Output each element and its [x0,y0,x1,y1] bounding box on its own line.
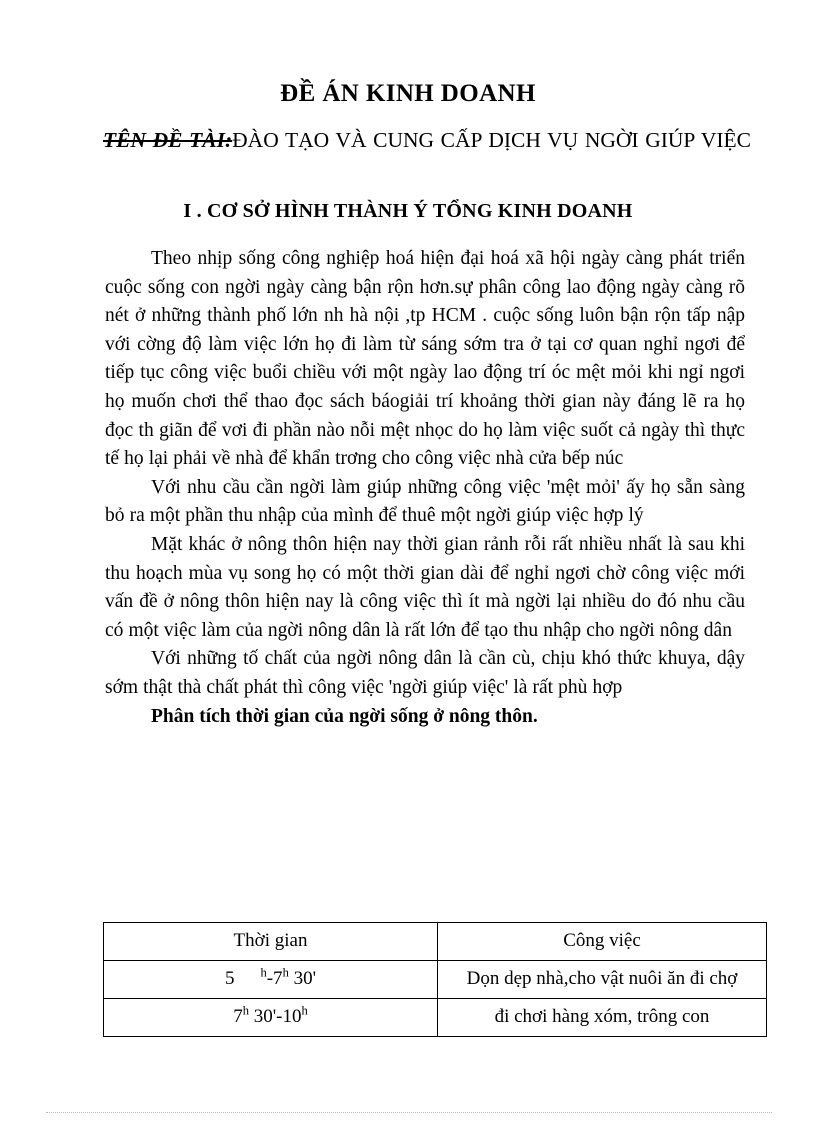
time-end-unit: h [301,1003,308,1018]
time-range-mid: -7 [266,968,283,990]
paragraph-4: Với những tố chất của ngời nông dân là cần cù, chịu khó thức khuya, dậy sớm thật thà chất phát thì công việc 'ngời giúp việc' là rất phù hợp [105,648,745,698]
time-range-mid: 30'-10 [248,1006,302,1028]
time-start-hour: 7 [233,1006,243,1028]
schedule-table [103,922,767,1037]
table-row [104,999,767,1037]
time-start-hour: 5 [224,968,235,990]
footer-divider [46,1112,772,1113]
table-cell-time [104,961,438,999]
paragraph-1: Theo nhịp sống công nghiệp hoá hiện đại hoá xã hội ngày càng phát triển cuộc sống con ngời ngày càng bận rộn hơn.sự phân công lao động ngày càng rõ nét ở những thành phố lớn nh hà nội ,tp HCM . cuộc sống luôn bận rộn tấp nập với cờng độ làm việc lớn họ đi làm từ sáng sớm tra ở tại cơ quan nghỉ ngơi để tiếp tục công việc buổi chiều với một ngày lao động trí óc mệt mỏi khi ngỉ ngơi họ muốn chơi thể thao đọc sách báogiải trí khoảng thời gian này đáng lẽ ra họ đọc th giãn để vơi đi phần nào nỗi mệt nhọc do họ làm việc suốt cả ngày thì thực tế họ lại phải về nhà để khẩn trơng cho công việc nhà cửa bếp núc [105,248,745,470]
table-cell-task: Dọn dẹp nhà,cho vật nuôi ăn đi chợ [438,961,767,999]
time-start-unit: h [242,1003,249,1018]
time-start-unit: h [260,965,267,980]
subtitle-value: ĐÀO TẠO VÀ CUNG CẤP DỊCH VỤ NGỜI GIÚP VIỆC [232,128,751,152]
paragraph-2: Với nhu cầu cần ngời làm giúp những công việc 'mệt mỏi' ấy họ sẵn sàng bỏ ra một phần thu nhập của mình để thuê một ngời giúp việc hợp lý [105,476,745,527]
table-cell-task: đi chơi hàng xóm, trông con [438,999,767,1037]
table-header-task: Công việc [438,923,767,961]
document-subtitle [103,126,751,172]
section-heading: I . CƠ SỞ HÌNH THÀNH Ý TỔNG KINH DOANH [183,200,633,222]
time-end-minutes: 30' [288,968,317,990]
page-title: ĐỀ ÁN KINH DOANH [280,80,536,107]
table-heading: Phân tích thời gian của ngời sống ở nông thôn. [151,705,538,727]
subtitle-label: TÊN ĐỀ TÀI: [103,128,233,152]
time-end-unit: h [282,965,289,980]
table-header-row [104,923,767,961]
table-cell-time [104,999,438,1037]
paragraph-3: Mặt khác ở nông thôn hiện nay thời gian rảnh rỗi rất nhiều nhất là sau khi thu hoạch mùa vụ song họ có một thời gian dài để nghỉ ngơi chờ công việc mới vấn đề ở nông thôn hiện nay là công việc thì ít mà ngời lại nhiều do đó nhu cầu có một việc làm của ngời nông dân là rất lớn để tạo thu nhập cho ngời nông dân [105,533,745,641]
table-header-time: Thời gian [104,923,438,961]
body-content [105,245,745,731]
table-row [104,961,767,999]
